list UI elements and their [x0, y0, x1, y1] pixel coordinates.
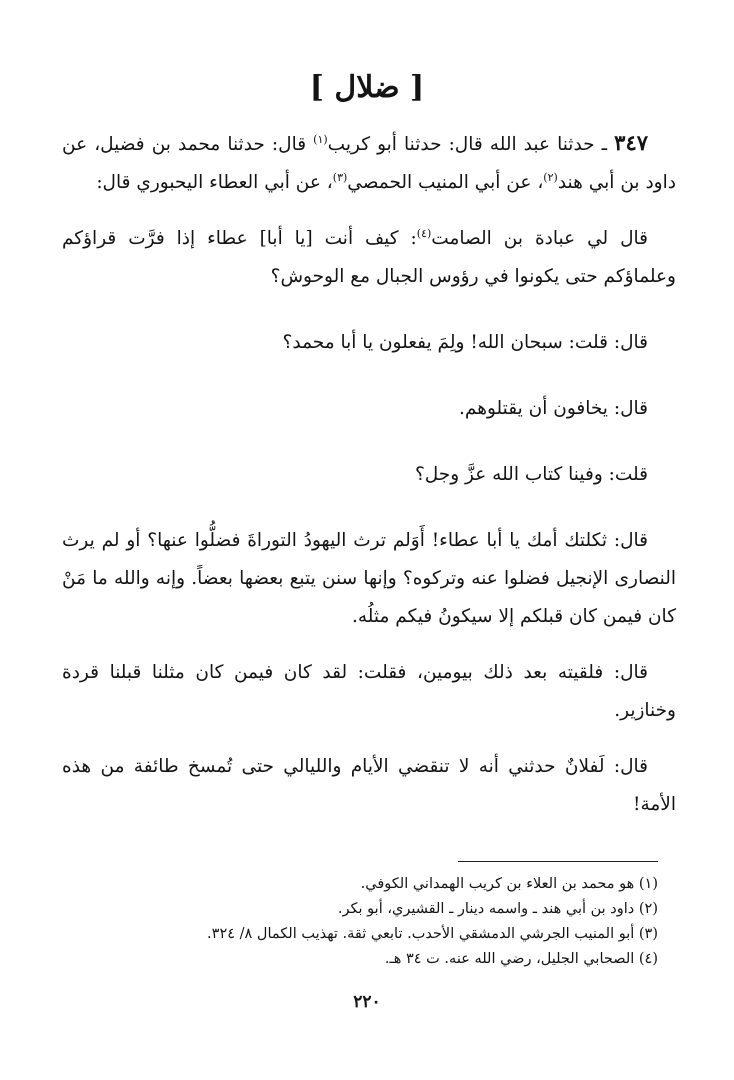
footnotes	[58, 872, 658, 972]
footnote-ref-4[interactable]: (٤)	[416, 226, 432, 240]
paragraph-5: قال: ثكلتك أمك يا أبا عطاء! أَوَلم ترث اليهودُ التوراةَ فضلُّوا عنها؟ أو لم يرث النصارى الإنجيل فضلوا عنه وتركوه؟ وإنها سنن يتبع بعضها بعضاً. وإنه والله ما مَنْ كان فيمن كان قبلكم إلا سيكونُ فيكم مثلُه.	[62, 530, 676, 627]
paragraph-7: قال: لَفلانٌ حدثني أنه لا تنقضي الأيام والليالي حتى تُمسخ طائفة من هذه الأمة!	[62, 756, 676, 815]
footnote-1: (١) هو محمد بن العلاء بن كريب الهمداني الكوفي.	[360, 876, 658, 892]
footnote-ref-3[interactable]: (٣)	[332, 170, 348, 184]
paragraph-6: قال: فلقيته بعد ذلك بيومين، فقلت: لقد كان فيمن كان مثلنا قبلنا قردة وخنازير.	[62, 662, 676, 721]
footnote-separator	[458, 861, 658, 862]
footnote-3: (٣) أبو المنيب الجرشي الدمشقي الأحدب. تابعي ثقة. تهذيب الكمال ٨/ ٣٢٤.	[207, 926, 658, 942]
hadith-number: ٣٤٧	[614, 130, 649, 155]
paragraph-1	[62, 220, 676, 296]
paragraph-1-text-a: قال لي عبادة بن الصامت	[431, 228, 649, 249]
footnote-2: (٢) داود بن أبي هند ـ واسمه دينار ـ القشيري، أبو بكر.	[337, 901, 658, 917]
main-text	[62, 124, 676, 824]
footnote-ref-2[interactable]: (٢)	[543, 170, 558, 184]
footnote-4: (٤) الصحابي الجليل، رضي الله عنه. ت ٣٤ هـ.	[384, 951, 658, 967]
page-number: ٢٢٠	[353, 992, 381, 1012]
paragraph-4: قلت: وفينا كتاب الله عزَّ وجل؟	[414, 464, 648, 485]
chapter-heading: [ ضلال ]	[309, 70, 425, 105]
footnote-ref-1[interactable]: (١)	[313, 132, 328, 146]
paragraph-1-text-b: : كيف أنت [يا أبا] عطاء إذا فرَّت قراؤكم وعلماؤكم حتى يكونوا في رؤوس الجبال مع الوحوش؟	[62, 228, 676, 287]
isnad-text-d: ، عن أبي العطاء اليحبوري قال:	[96, 172, 333, 193]
paragraph-3: قال: يخافون أن يقتلوهم.	[459, 398, 648, 419]
isnad-text-b: قال: حدثنا محمد بن فضيل، عن داود بن أبي هند	[62, 134, 676, 193]
isnad-paragraph	[62, 124, 676, 202]
isnad-text-a: ـ حدثنا عبد الله قال: حدثنا أبو كريب	[327, 134, 615, 155]
isnad-text-c: ، عن أبي المنيب الحمصي	[347, 172, 544, 193]
paragraph-2: قال: قلت: سبحان الله! ولِمَ يفعلون يا أبا محمد؟	[282, 332, 648, 353]
